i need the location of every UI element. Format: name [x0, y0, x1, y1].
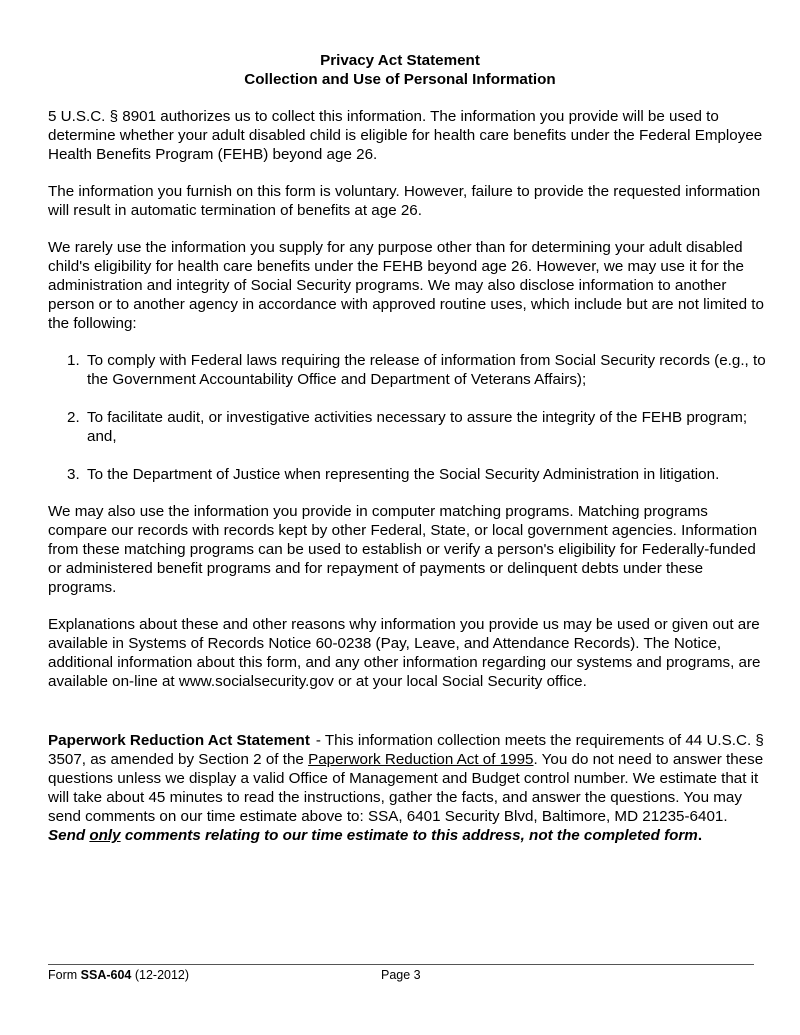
paperwork-emphasis-b: comments relating to our time estimate to this address, not the completed form	[120, 827, 698, 844]
list-item	[67, 351, 767, 389]
computer-matching-paragraph: We may also use the information you provide in computer matching programs. Matching programs compare our records with records kept by other Federal, State, or local government agencies. Information from these matching programs can be used to establish or verify a person's eligibility for Federally-funded or administered benefit programs and for repayment of payments or delinquent debts under these programs.	[48, 503, 758, 596]
paperwork-reduction-statement	[48, 731, 768, 845]
paperwork-end-period: .	[697, 827, 703, 844]
privacy-act-heading	[0, 51, 800, 89]
privacy-act-title: Privacy Act Statement	[320, 52, 480, 69]
paperwork-emphasis-a: Send	[48, 827, 90, 844]
list-item	[67, 465, 767, 484]
list-item-text: To facilitate audit, or investigative activities necessary to assure the integrity of the FEHB program; and,	[87, 409, 748, 445]
footer-form-date: (12-2012)	[131, 968, 190, 982]
list-item	[67, 408, 767, 446]
privacy-act-subtitle: Collection and Use of Personal Information	[244, 71, 556, 88]
list-item-number: 2.	[67, 409, 80, 426]
voluntary-paragraph: The information you furnish on this form is voluntary. However, failure to provide the requested information will result in automatic termination of benefits at age 26.	[48, 183, 761, 219]
list-item-number: 3.	[67, 466, 80, 483]
paperwork-act-name: Paperwork Reduction Act of 1995	[308, 751, 534, 768]
footer-divider	[48, 964, 754, 965]
paperwork-reduction-title: Paperwork Reduction Act Statement	[48, 732, 310, 749]
paperwork-text-a: - This information collection meets the requirements of 44 U.S.C. § 3507, as amended by Section 2 of the	[48, 732, 764, 768]
footer-form-id	[48, 967, 189, 983]
list-item-text: To comply with Federal laws requiring the release of information from Social Security records (e.g., to the Government Accountability Office and Department of Veterans Affairs);	[87, 352, 766, 388]
footer-form-prefix: Form	[48, 968, 81, 982]
list-item-number: 1.	[67, 352, 80, 369]
footer-form-number: SSA-604	[80, 968, 132, 982]
paperwork-text-b: . You do not need to answer these questions unless we display a valid Office of Management and Budget control number. We estimate that it will take about 45 minutes to read the instructions, gather the facts, and answer the questions. You may send comments on our time estimate above to: SSA, 6401 Security Blvd, Baltimore, MD 21235-6401.	[48, 751, 764, 825]
routine-uses-paragraph: We rarely use the information you supply for any purpose other than for determining your adult disabled child's eligibility for health care benefits under the FEHB beyond age 26. However, we may use it for the administration and integrity of Social Security programs. We may also disclose information to another person or to another agency in accordance with approved routine uses, which include but are not limited to the following:	[48, 239, 764, 332]
authority-paragraph: 5 U.S.C. § 8901 authorizes us to collect this information. The information you provide will be used to determine whether your adult disabled child is eligible for health care benefits under the Federal Employee Health Benefits Program (FEHB) beyond age 26.	[48, 108, 763, 163]
list-item-text: To the Department of Justice when representing the Social Security Administration in litigation.	[87, 466, 720, 483]
records-notice-paragraph: Explanations about these and other reasons why information you provide us may be used or given out are available in Systems of Records Notice 60-0238 (Pay, Leave, and Attendance Records). The Notice, additional information about this form, and any other information regarding our systems and programs, are available on-line at www.socialsecurity.gov or at your local Social Security office.	[48, 616, 761, 690]
paperwork-emphasis-only: only	[89, 827, 121, 844]
footer-page-number: Page 3	[381, 968, 421, 982]
